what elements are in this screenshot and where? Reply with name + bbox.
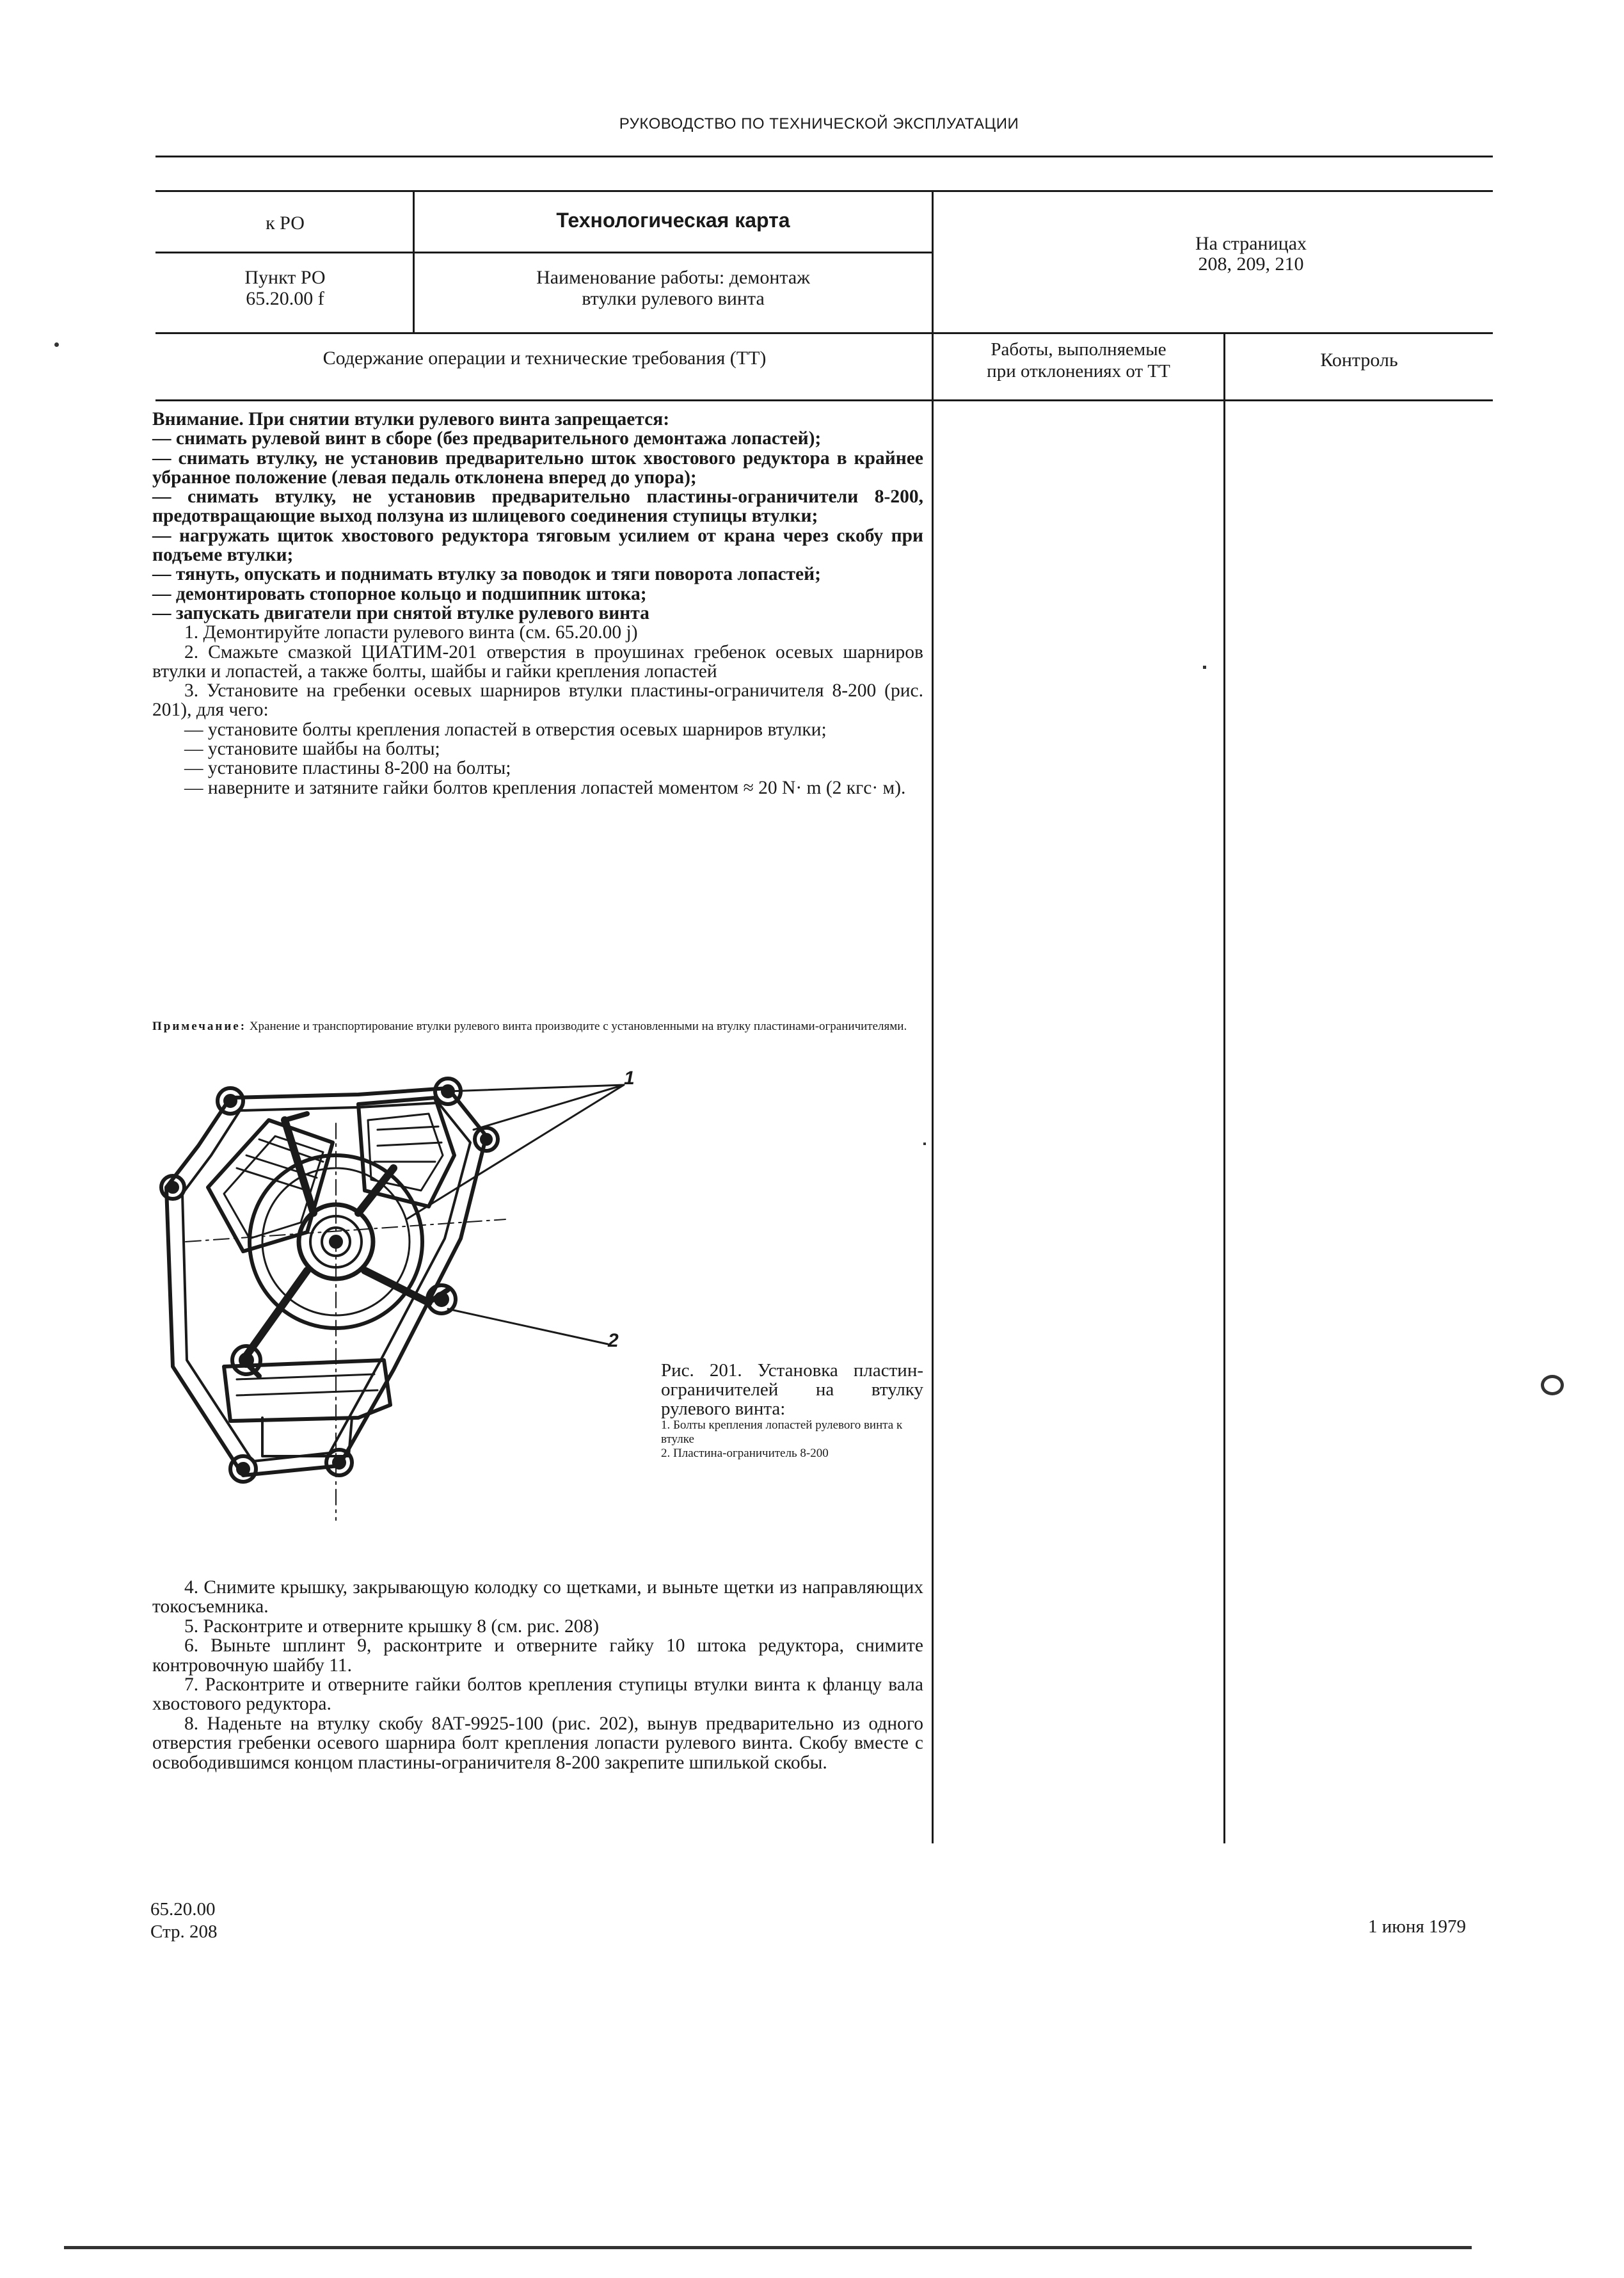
item-label: Пункт РО	[244, 267, 326, 288]
column-deviation-heading-2: при отклонениях от ТТ	[987, 361, 1170, 381]
callout-1: 1	[624, 1068, 635, 1089]
pages-label: На страницах	[1195, 233, 1307, 254]
note	[152, 1020, 923, 1034]
footer-page: Стр. 208	[150, 1921, 218, 1942]
step-5: 5. Расконтрите и отверните крышку 8 (см. рис. 208)	[184, 1616, 600, 1637]
caption-title: Рис. 201. Установка пластин-ограничителей на втулку рулевого винта:	[661, 1360, 923, 1419]
step-8: 8. Наденьте на втулку скобу 8АТ-9925-100 (рис. 202), вынув предварительно из одного отверстия гребенки осевого шарнира болт крепления лопасти рулевого винта. Скобу вместе с освободившимся концом пластины-ограничителя 8-200 закрепите шпилькой скобы.	[152, 1713, 923, 1773]
table-top-rule	[155, 190, 1493, 192]
scan-mark	[1541, 1375, 1564, 1395]
operation-steps-continued	[152, 1578, 923, 1772]
columns-bottom-rule	[155, 399, 1493, 401]
column-content-heading: Содержание операции и технические требования (ТТ)	[322, 348, 767, 369]
caption-item-2: 2. Пластина-ограничитель 8-200	[661, 1447, 829, 1460]
figure-201-drawing	[147, 1059, 653, 1527]
step-4: 4. Снимите крышку, закрывающую колодку со щетками, и выньте щетки из направляющих токосъемника.	[152, 1577, 923, 1617]
work-name-line-2: втулки рулевого винта	[582, 288, 765, 309]
operation-content	[152, 410, 923, 798]
scan-mark	[923, 1143, 926, 1145]
to-ro-label: к РО	[266, 213, 305, 234]
running-title: РУКОВОДСТВО ПО ТЕХНИЧЕСКОЙ ЭКСПЛУАТАЦИИ	[619, 115, 1019, 132]
warning-item: — снимать втулку, не установив предварительно пластины-ограничители 8-200, предотвращающие выход ползуна из шлицевого соединения ступицы втулки;	[152, 486, 923, 527]
scan-rule	[64, 2246, 1472, 2249]
callout-2: 2	[608, 1330, 619, 1351]
step-3-sub: — установите болты крепления лопастей в отверстия осевых шарниров втулки;	[184, 719, 827, 740]
step-6: 6. Выньте шплинт 9, расконтрите и отверните гайку 10 штока редуктора, снимите контровочную шайбу 11.	[152, 1635, 923, 1676]
title-rule	[155, 156, 1493, 157]
header-mid-rule	[155, 252, 933, 253]
step-3: 3. Установите на гребенки осевых шарниров втулки пластины-ограничителя 8-200 (рис. 201), для чего:	[152, 680, 923, 721]
step-1: 1. Демонтируйте лопасти рулевого винта (см. 65.20.00 j)	[184, 622, 638, 643]
note-label: Примечание:	[152, 1020, 247, 1033]
column-deviation-heading-1: Работы, выполняемые	[991, 339, 1166, 360]
figure-caption	[661, 1361, 923, 1461]
step-3-sub: — установите пластины 8-200 на болты;	[184, 758, 511, 779]
column-control-heading: Контроль	[1320, 349, 1398, 371]
footer-section: 65.20.00	[150, 1899, 216, 1920]
scan-mark	[54, 342, 59, 347]
work-name-line-1: Наименование работы: демонтаж	[536, 267, 810, 288]
warning-item: — тянуть, опускать и поднимать втулку за поводок и тяги поворота лопастей;	[152, 564, 821, 585]
warning-item: — запускать двигатели при снятой втулке рулевого винта	[152, 602, 649, 623]
card-title: Технологическая карта	[556, 209, 790, 232]
warning-item: — снимать втулку, не установив предварительно шток хвостового редуктора в крайнее убранное положение (левая педаль отклонена вперед до упора);	[152, 447, 923, 488]
main-column-divider	[932, 190, 934, 1843]
warning-title: Внимание. При снятии втулки рулевого винта запрещается:	[152, 409, 670, 429]
warning-item: — нагружать щиток хвостового редуктора тяговым усилием от крана через скобу при подъеме втулки;	[152, 525, 923, 566]
header-bottom-rule	[155, 332, 1493, 334]
warning-item: — демонтировать стопорное кольцо и подшипник штока;	[152, 583, 647, 604]
pages-value: 208, 209, 210	[1198, 253, 1304, 275]
step-2: 2. Смажьте смазкой ЦИАТИМ-201 отверстия в проушинах гребенок осевых шарниров втулки и лопастей, а также болты, шайбы и гайки крепления лопастей	[152, 641, 923, 682]
step-7: 7. Расконтрите и отверните гайки болтов крепления ступицы втулки винта к фланцу вала хвостового редуктора.	[152, 1674, 923, 1715]
footer-date: 1 июня 1979	[1368, 1916, 1467, 1937]
control-column-divider	[1223, 332, 1225, 1843]
warning-item: — снимать рулевой винт в сборе (без предварительного демонтажа лопастей);	[152, 428, 822, 449]
step-3-sub: — установите шайбы на болты;	[184, 739, 440, 760]
step-3-sub: — наверните и затяните гайки болтов крепления лопастей моментом ≈ 20 N· m (2 кгс· м).	[184, 777, 906, 798]
caption-item-1: 1. Болты крепления лопастей рулевого винта к втулке	[661, 1418, 903, 1446]
item-number: 65.20.00 f	[246, 288, 324, 309]
note-text: Хранение и транспортирование втулки рулевого винта производите с установленными на втулку пластинами-ограничителями.	[249, 1020, 907, 1033]
scan-mark	[1203, 666, 1206, 669]
